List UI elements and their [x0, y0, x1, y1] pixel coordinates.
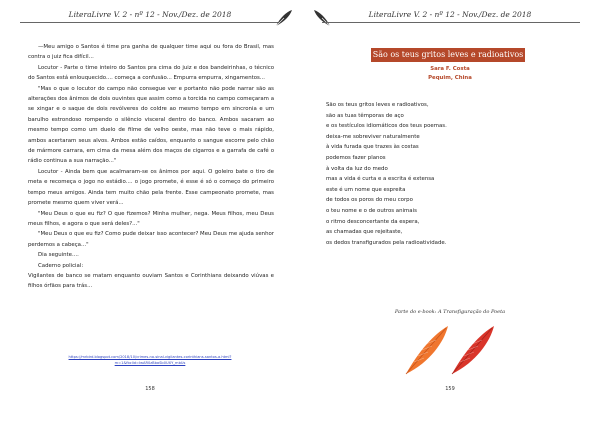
paragraph: Locutor - Parte o time inteiro do Santos pra cima do juiz e dos bandeirinhas, o técnico do Santos está enlouquecido.... começa a confusão... Empurra empurra, xingamentos...	[28, 64, 274, 82]
paragraph: Locutor - Ainda bem que acalmaram-se os ânimos por aqui. O goleiro bate o tiro de meta e recomeça o jogo no estádio.... o jogo promete, é esse é só o começo do primeiro tempo meus amigos. Ainda tem muito chão pela frente. Esse campeonato promete, mas promete mesmo quem viver verá...	[28, 168, 274, 207]
poem-line: mas a vida é curta e a escrita é extensa	[326, 176, 435, 183]
paragraph: Caderno policial:	[38, 262, 84, 269]
poem-line: os dedos transfigurados pela radioatividade.	[326, 239, 447, 246]
paragraph: Dia seguinte....	[38, 252, 79, 259]
poem-title: São os teus gritos leves e radioativos	[371, 48, 525, 62]
feather-quill-icon	[274, 8, 294, 28]
source-link[interactable]: https://mrbird.blogspot.com/2018/10/crimes-no-sinal-vigilantes-corinthians-santos-a.html?m=1&fbclid=IwAR0zBbaSb0UXY_mbUs	[68, 355, 232, 365]
poem-line: deixa-me sobreviver naturalmente	[326, 133, 420, 140]
two-feathers-icon	[400, 322, 500, 378]
right-page	[300, 0, 600, 424]
journal-title: LiteraLivre V. 2 - nº 12 - Nov./Dez. de 2018	[368, 10, 532, 19]
poem-line: à volta da luz do medo	[326, 165, 388, 172]
page-number: 158	[145, 386, 155, 392]
poem-line: este é um nome que espreita	[326, 186, 406, 193]
poem-author: Sara F. Costa	[430, 66, 470, 72]
poem-line: o ritmo desconcertante da espera,	[326, 218, 420, 225]
header-rule	[322, 22, 580, 23]
page-header	[0, 6, 300, 26]
poem-line: podemos fazer planos	[326, 154, 386, 161]
poem-line: de todos os poros do meu corpo	[326, 197, 413, 204]
story-text	[28, 42, 274, 292]
paragraph: "Meu Deus o que eu fiz? Como pude deixar isso acontecer? Meu Deus me ajuda senhor perdemos a cabeça..."	[28, 231, 274, 248]
journal-title: LiteraLivre V. 2 - nº 12 - Nov./Dez. de 2018	[68, 10, 232, 19]
poem-line: são as tuas têmporas de aço	[326, 112, 404, 119]
paragraph: "Mas o que o locutor do campo não consegue ver e portanto não pode narrar são as alterações dos ânimos de dois ouvintes que assim como a torcida no campo começaram a se xingar e o saque de dois revólveres do coldre ao mesmo tempo em sincronia e um barulho estrondoso rompendo o silêncio visceral dentro do banco. Ambos sacaram ao mesmo tempo como um duelo de filme de velho oeste, mas não teve o mais rápido, ambos acertaram seus alvos. Ambos estão caídos, enquanto o sangue escorre pelo chão de mármore carrara, em cima da mesa além dos maços de cigarros e a garrafa de café o rádio continua a sua narração..."	[28, 85, 274, 165]
poem-line: as chamadas que rejeitaste,	[326, 229, 403, 236]
poem-body	[326, 100, 566, 248]
paragraph: Vigilantes de banco se matam enquanto ouviam Santos e Corinthians deixando viúvas e filhos órfãos para trás...	[28, 272, 274, 290]
paragraph: —Meu amigo o Santos é time pra ganha de qualquer time aqui ou fora do Brasil, mas contra o juiz fica difícil...	[28, 44, 274, 61]
poem-location: Pequim, China	[428, 75, 472, 81]
ebook-caption: Parte do e-book: A Transfiguração do Poeta	[394, 309, 506, 315]
page-number: 159	[445, 386, 455, 392]
poem-line: São os teus gritos leves e radioativos,	[326, 102, 429, 108]
paragraph: "Meu Deus o que eu fiz? O que fizemos? Minha mulher, nega. Meus filhos, meu Deus meus filhos, e agora o que será deles?..."	[28, 210, 274, 227]
page-header	[300, 6, 600, 26]
poem-line: à vida furada que trazes às costas	[326, 144, 419, 151]
header-rule	[20, 22, 278, 23]
poem-line: o teu nome e o de outros animais	[326, 207, 417, 214]
poem-line: e os testículos idiomáticos dos teus poemas.	[326, 123, 447, 130]
